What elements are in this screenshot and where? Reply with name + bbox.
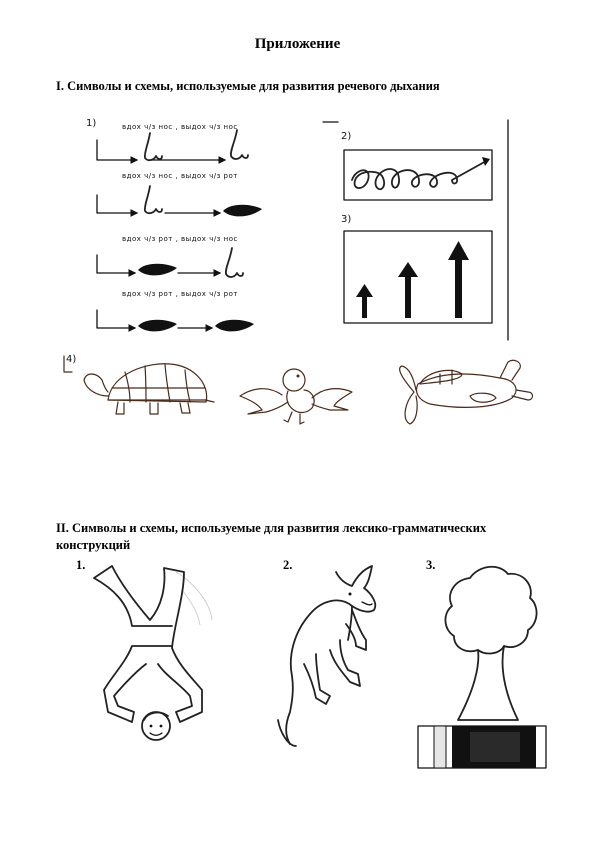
- scheme-1-row-1-label: вдох ч/з нос , выдох ч/з нос: [122, 123, 238, 131]
- scheme-3-number: 3): [341, 214, 352, 225]
- scheme-2-number: 2): [341, 131, 352, 142]
- scheme-4-number: 4): [66, 354, 77, 365]
- section-1-heading: I. Символы и схемы, используемые для развития речевого дыхания: [56, 79, 440, 93]
- tree-icon: [445, 567, 536, 720]
- handstand-child-icon: [94, 566, 212, 740]
- section-2-heading: II. Символы и схемы, используемые для развития лексико-грамматических конструкций: [56, 521, 487, 552]
- scheme-1-row-4-label: вдох ч/з рот , выдох ч/з рот: [122, 290, 238, 298]
- item-3-number: 3.: [426, 558, 436, 572]
- item-2-number: 2.: [283, 558, 293, 572]
- page-title: Приложение: [254, 36, 341, 52]
- scheme-1-number: 1): [86, 118, 97, 129]
- scheme-1-row-3-label: вдох ч/з рот , выдох ч/з нос: [122, 235, 238, 243]
- scheme-1-row-2-label: вдох ч/з нос , выдох ч/з рот: [122, 172, 238, 180]
- item-1-number: 1.: [76, 558, 86, 572]
- cow-icon: [278, 566, 375, 746]
- color-bar: [418, 726, 546, 768]
